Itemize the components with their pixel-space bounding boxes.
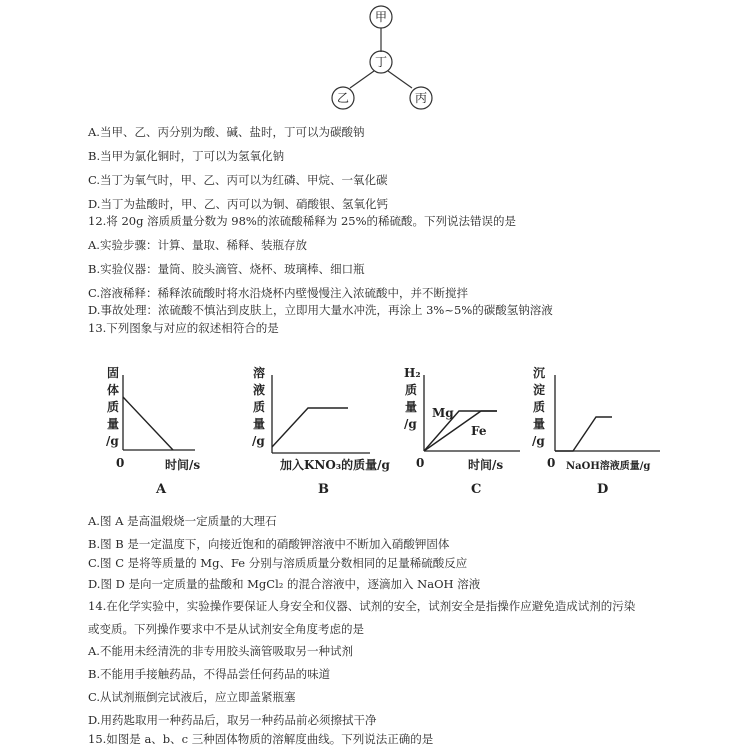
node-yi: 乙 xyxy=(336,91,350,105)
graph-d-curve xyxy=(555,417,612,451)
graph-d-ylabel-2: 淀 xyxy=(533,383,546,397)
graph-a-ylabel-3: 质 xyxy=(107,400,120,414)
q13-option-b: B.图 B 是一定温度下，向接近饱和的硝酸钾溶液中不断加入硝酸钾固体 xyxy=(88,537,450,551)
q14-option-c: C.从试剂瓶倒完试液后，应立即盖紧瓶塞 xyxy=(88,690,296,704)
graph-c-label-mg: Mg xyxy=(432,406,454,420)
graph-d-origin: 0 xyxy=(547,456,556,470)
graph-b-ylabel-5: /g xyxy=(252,434,265,448)
graph-b-caption: B xyxy=(318,482,329,497)
graph-c-xlabel: 时间/s xyxy=(468,458,504,472)
q13-option-a: A.图 A 是高温煅烧一定质量的大理石 xyxy=(88,514,277,528)
graph-a-origin: 0 xyxy=(116,456,125,470)
graph-c-ylabel-top: H₂ xyxy=(404,366,421,380)
q14-option-b: B.不能用手接触药品，不得品尝任何药品的味道 xyxy=(88,667,331,681)
q14-stem-line-1: 14.在化学实验中，实验操作要保证人身安全和仪器、试剂的安全，试剂安全是指操作应避免造成试剂的污染 xyxy=(88,599,636,613)
graph-a-ylabel-5: /g xyxy=(106,434,119,448)
graph-d-caption: D xyxy=(597,482,609,497)
q12-option-b: B.实验仪器：量筒、胶头滴管、烧杯、玻璃棒、细口瓶 xyxy=(88,262,365,276)
graph-a-caption: A xyxy=(156,482,167,497)
graph-c-caption: C xyxy=(471,482,482,497)
node-bing: 丙 xyxy=(414,91,428,105)
q14-option-d: D.用药匙取用一种药品后，取另一种药品前必须擦拭干净 xyxy=(88,713,377,727)
relationship-diagram xyxy=(0,0,748,120)
graph-d-ylabel-3: 质 xyxy=(533,400,546,414)
q13-option-c: C.图 C 是将等质量的 Mg、Fe 分别与溶质质量分数相同的足量稀硫酸反应 xyxy=(88,556,468,570)
q12-stem: 12.将 20g 溶质质量分数为 98%的浓硫酸稀释为 25%的稀硫酸。下列说法错误的是 xyxy=(88,214,517,228)
graph-b-ylabel-2: 液 xyxy=(253,383,266,397)
graph-c xyxy=(404,366,520,497)
q14-option-a: A.不能用未经清洗的非专用胶头滴管吸取另一种试剂 xyxy=(88,644,353,658)
q11-option-c: C.当丁为氧气时，甲、乙、丙可以为红磷、甲烷、一氧化碳 xyxy=(88,173,388,187)
q13-graphs xyxy=(0,345,748,505)
graph-a xyxy=(106,366,200,497)
graph-a-ylabel-2: 体 xyxy=(107,383,120,397)
graph-c-ylabel-3: /g xyxy=(404,417,417,431)
q12-option-d: D.事故处理：浓硫酸不慎沾到皮肤上，立即用大量水冲洗，再涂上 3%~5%的碳酸氢钠溶液 xyxy=(88,303,553,317)
q12-option-c: C.溶液稀释：稀释浓硫酸时将水沿烧杯内壁慢慢注入浓硫酸中，并不断搅拌 xyxy=(88,286,469,300)
graph-b-curve xyxy=(272,408,348,447)
q15-stem: 15.如图是 a、b、c 三种固体物质的溶解度曲线。下列说法正确的是 xyxy=(88,732,434,746)
graph-d-xlabel: NaOH溶液质量/g xyxy=(566,461,651,472)
q13-stem: 13.下列图象与对应的叙述相符合的是 xyxy=(88,321,279,335)
graph-a-xlabel: 时间/s xyxy=(165,458,201,472)
graph-b xyxy=(252,365,390,497)
graph-b-xlabel: 加入KNO₃的质量/g xyxy=(280,458,390,472)
q13-option-d: D.图 D 是向一定质量的盐酸和 MgCl₂ 的混合溶液中，逐滴加入 NaOH 溶液 xyxy=(88,577,481,591)
graph-c-origin: 0 xyxy=(416,456,425,470)
q11-option-d: D.当丁为盐酸时，甲、乙、丙可以为铜、硝酸银、氢氧化钙 xyxy=(88,197,388,211)
graph-c-ylabel-1: 质 xyxy=(405,383,418,397)
graph-c-label-fe: Fe xyxy=(471,424,487,438)
graph-a-ylabel-4: 量 xyxy=(107,417,120,431)
graph-d-ylabel-4: 量 xyxy=(533,417,546,431)
graph-d-ylabel-5: /g xyxy=(532,434,545,448)
graph-b-ylabel-4: 量 xyxy=(253,417,266,431)
q14-stem-line-2: 或变质。下列操作要求中不是从试剂安全角度考虑的是 xyxy=(88,622,364,636)
node-jia: 甲 xyxy=(374,10,388,24)
node-ding: 丁 xyxy=(374,55,388,69)
graph-a-ylabel-1: 固 xyxy=(107,366,120,380)
graph-c-ylabel-2: 量 xyxy=(405,400,418,414)
graph-b-ylabel-3: 质 xyxy=(253,400,266,414)
q11-option-b: B.当甲为氯化铜时，丁可以为氢氧化钠 xyxy=(88,149,285,163)
q12-option-a: A.实验步骤：计算、量取、稀释、装瓶存放 xyxy=(88,238,307,252)
graph-b-ylabel-1: 溶 xyxy=(253,366,266,380)
graph-a-curve xyxy=(123,397,173,450)
graph-d xyxy=(532,365,660,497)
graph-d-ylabel-1: 沉 xyxy=(533,366,546,380)
q11-option-a: A.当甲、乙、丙分别为酸、碱、盐时，丁可以为碳酸钠 xyxy=(88,125,365,139)
